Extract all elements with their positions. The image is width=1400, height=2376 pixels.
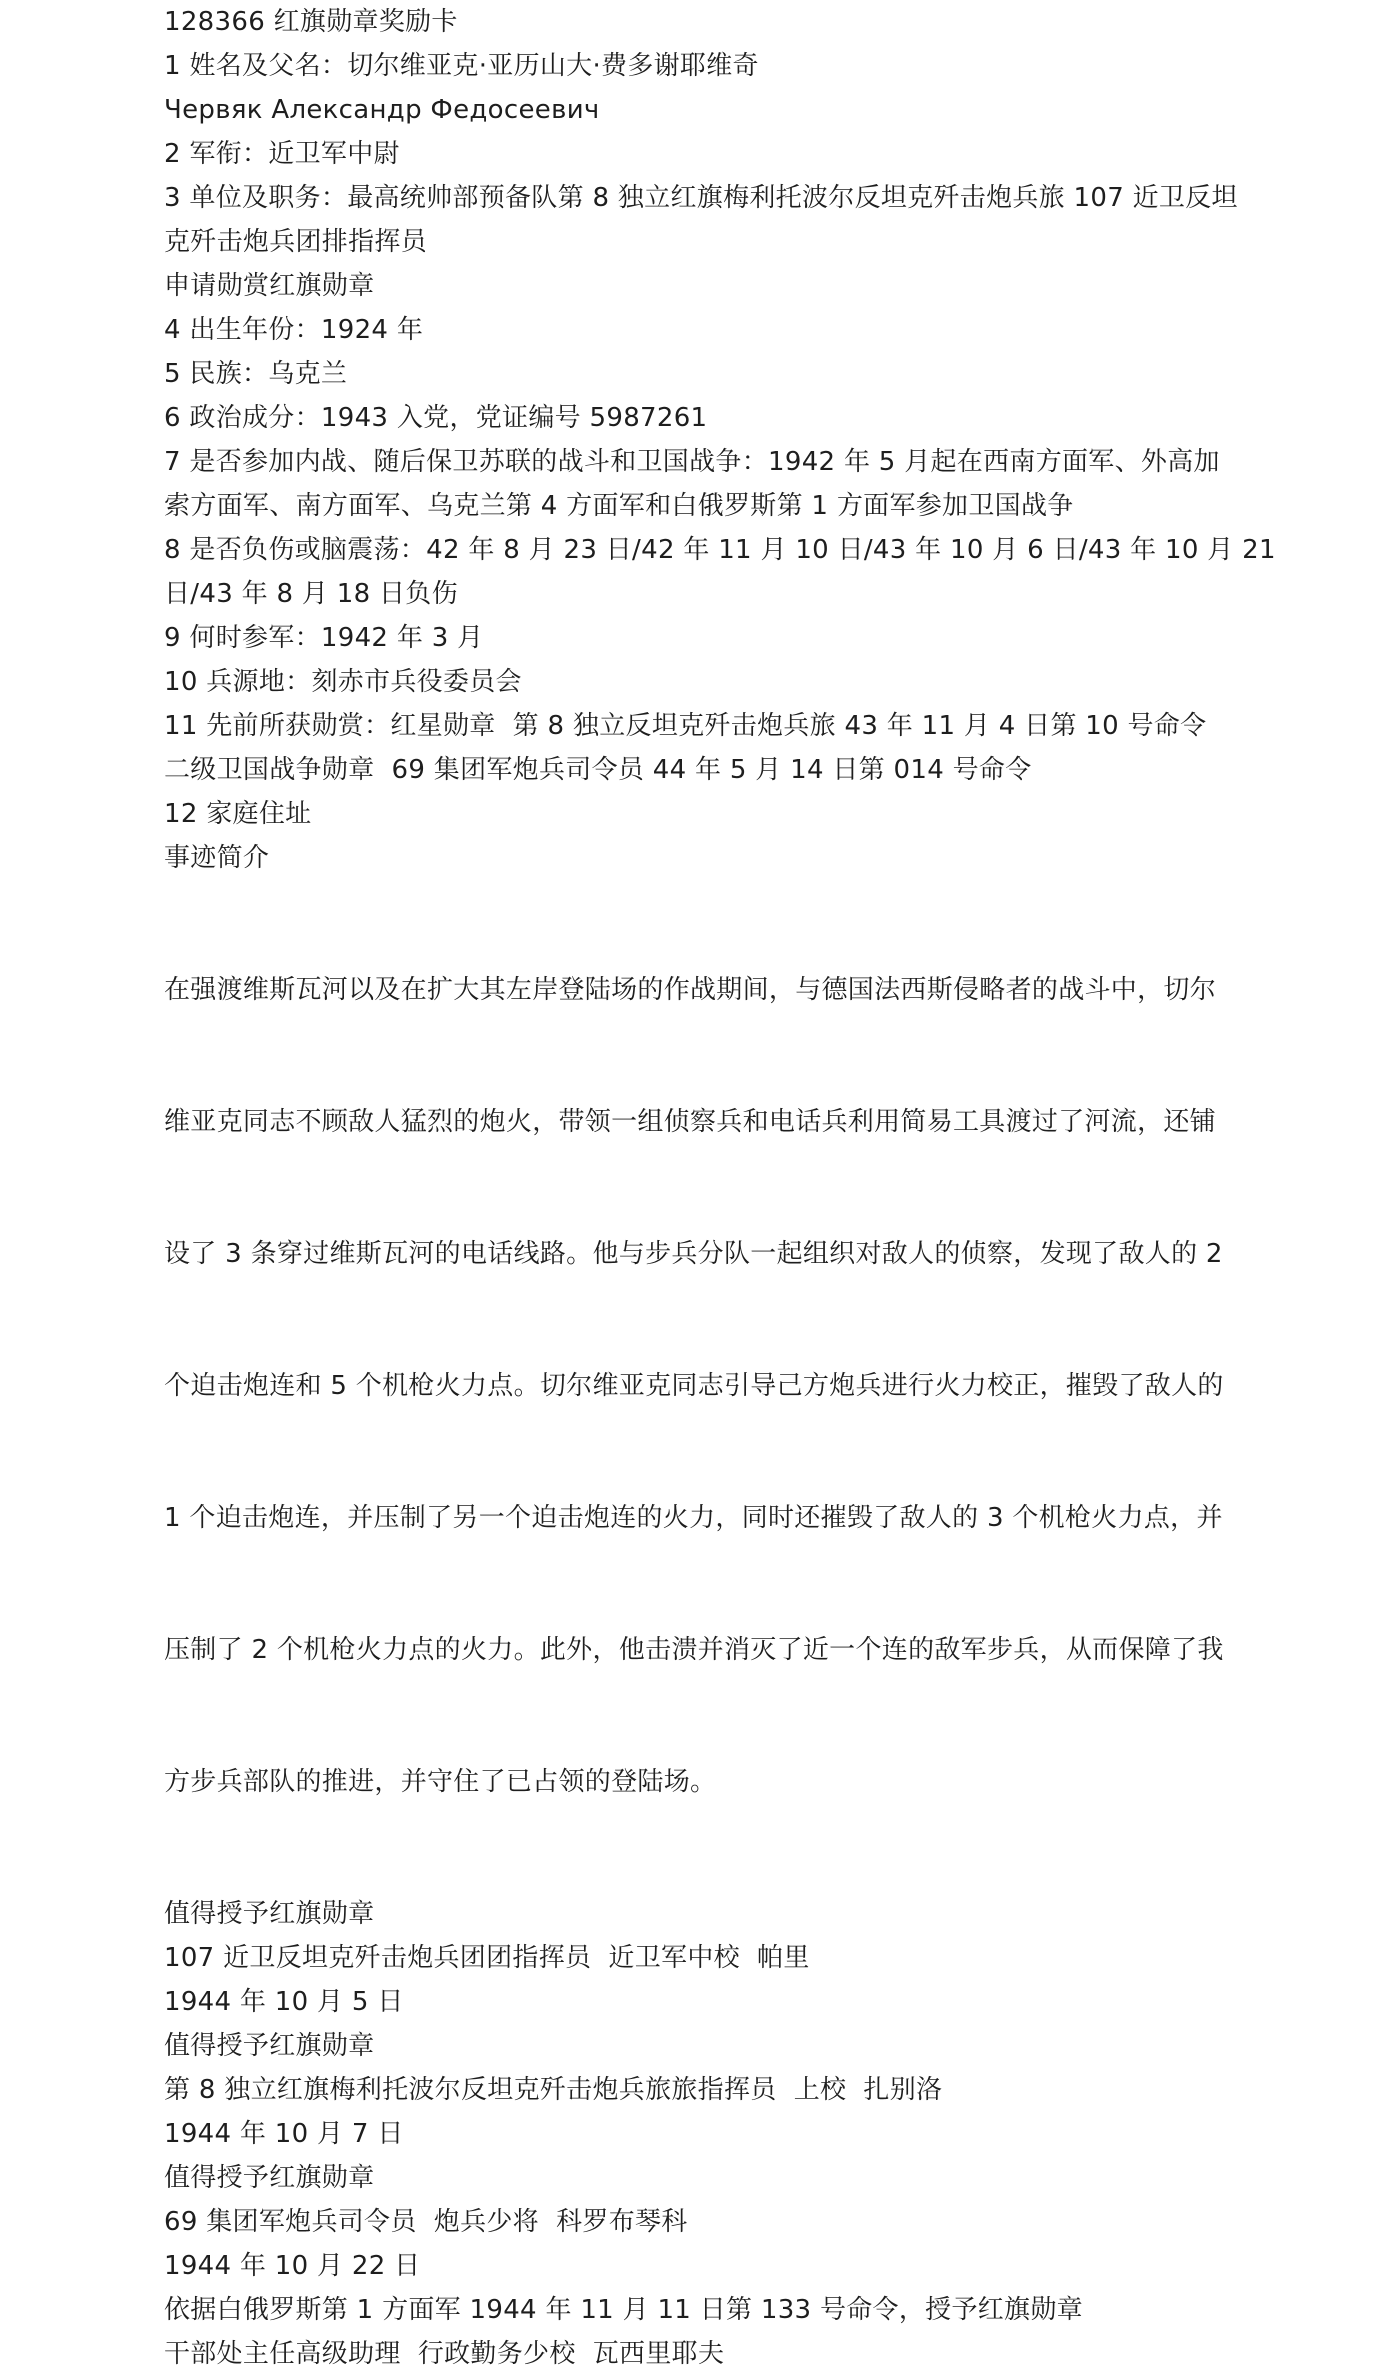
name-chinese: 1 姓名及父名：切尔维亚克·亚历山大·费多谢耶维奇 (164, 51, 759, 81)
final-signer: 干部处主任高级助理 行政勤务少校 瓦西里耶夫 (164, 2339, 725, 2369)
endorsement-1-signer: 107 近卫反坦克歼击炮兵团团指挥员 近卫军中校 帕里 (164, 1943, 810, 1973)
draft-office: 10 兵源地：刻赤市兵役委员会 (164, 667, 522, 697)
endorsement-2-signer: 第 8 独立红旗梅利托波尔反坦克歼击炮兵旅旅指挥员 上校 扎别洛 (164, 2075, 943, 2105)
deeds-paragraph (164, 880, 1348, 1892)
endorsement-3-date: 1944 年 10 月 22 日 (164, 2251, 421, 2281)
deeds-line: 维亚克同志不顾敌人猛烈的炮火，带领一组侦察兵和电话兵利用简易工具渡过了河流，还铺 (164, 1107, 1217, 1137)
nationality: 5 民族：乌克兰 (164, 359, 348, 389)
unit-position-line-1: 3 单位及职务：最高统帅部预备队第 8 独立红旗梅利托波尔反坦克歼击炮兵旅 107 近卫反坦 (164, 183, 1238, 213)
military-rank: 2 军衔：近卫军中尉 (164, 139, 400, 169)
unit-position-line-2: 克歼击炮兵团排指挥员 (164, 227, 428, 257)
deeds-line: 设了 3 条穿过维斯瓦河的电话线路。他与步兵分队一起组织对敌人的侦察，发现了敌人的 2 (164, 1239, 1223, 1269)
final-award-order: 依据白俄罗斯第 1 方面军 1944 年 11 月 11 日第 133 号命令，授予红旗勋章 (164, 2295, 1083, 2325)
war-participation-line-2: 索方面军、南方面军、乌克兰第 4 方面军和白俄罗斯第 1 方面军参加卫国战争 (164, 491, 1074, 521)
award-application: 申请勋赏红旗勋章 (164, 271, 375, 301)
endorsement-1-text: 值得授予红旗勋章 (164, 1899, 375, 1929)
deeds-line: 1 个迫击炮连，并压制了另一个迫击炮连的火力，同时还摧毁了敌人的 3 个机枪火力点，并 (164, 1503, 1223, 1533)
award-card-document (164, 0, 1348, 2376)
wounds-line-2: 日/43 年 8 月 18 日负伤 (164, 579, 458, 609)
prior-awards-line-2: 二级卫国战争勋章 69 集团军炮兵司令员 44 年 5 月 14 日第 014 号命令 (164, 755, 1032, 785)
endorsement-3-text: 值得授予红旗勋章 (164, 2163, 375, 2193)
prior-awards-line-1: 11 先前所获勋赏：红星勋章 第 8 独立反坦克歼击炮兵旅 43 年 11 月 4 日第 10 号命令 (164, 711, 1207, 741)
party-membership: 6 政治成分：1943 入党，党证编号 5987261 (164, 403, 708, 433)
endorsement-3-signer: 69 集团军炮兵司令员 炮兵少将 科罗布琴科 (164, 2207, 688, 2237)
deeds-line: 压制了 2 个机枪火力点的火力。此外，他击溃并消灭了近一个连的敌军步兵，从而保障了我 (164, 1635, 1224, 1665)
wounds-line-1: 8 是否负伤或脑震荡：42 年 8 月 23 日/42 年 11 月 10 日/43 年 10 月 6 日/43 年 10 月 21 (164, 535, 1276, 565)
war-participation-line-1: 7 是否参加内战、随后保卫苏联的战斗和卫国战争：1942 年 5 月起在西南方面军、外高加 (164, 447, 1220, 477)
enlistment-date: 9 何时参军：1942 年 3 月 (164, 623, 484, 653)
deeds-heading: 事迹简介 (164, 843, 270, 873)
deeds-line: 个迫击炮连和 5 个机枪火力点。切尔维亚克同志引导己方炮兵进行火力校正，摧毁了敌人的 (164, 1371, 1224, 1401)
birth-year: 4 出生年份：1924 年 (164, 315, 424, 345)
endorsement-2-text: 值得授予红旗勋章 (164, 2031, 375, 2061)
home-address: 12 家庭住址 (164, 799, 312, 829)
endorsement-1-date: 1944 年 10 月 5 日 (164, 1987, 404, 2017)
endorsement-2-date: 1944 年 10 月 7 日 (164, 2119, 404, 2149)
deeds-line: 在强渡维斯瓦河以及在扩大其左岸登陆场的作战期间，与德国法西斯侵略者的战斗中，切尔 (164, 975, 1217, 1005)
document-title: 128366 红旗勋章奖励卡 (164, 7, 458, 37)
deeds-line: 方步兵部队的推进，并守住了已占领的登陆场。 (164, 1767, 717, 1797)
name-russian: Червяк Александр Федосеевич (164, 95, 600, 125)
